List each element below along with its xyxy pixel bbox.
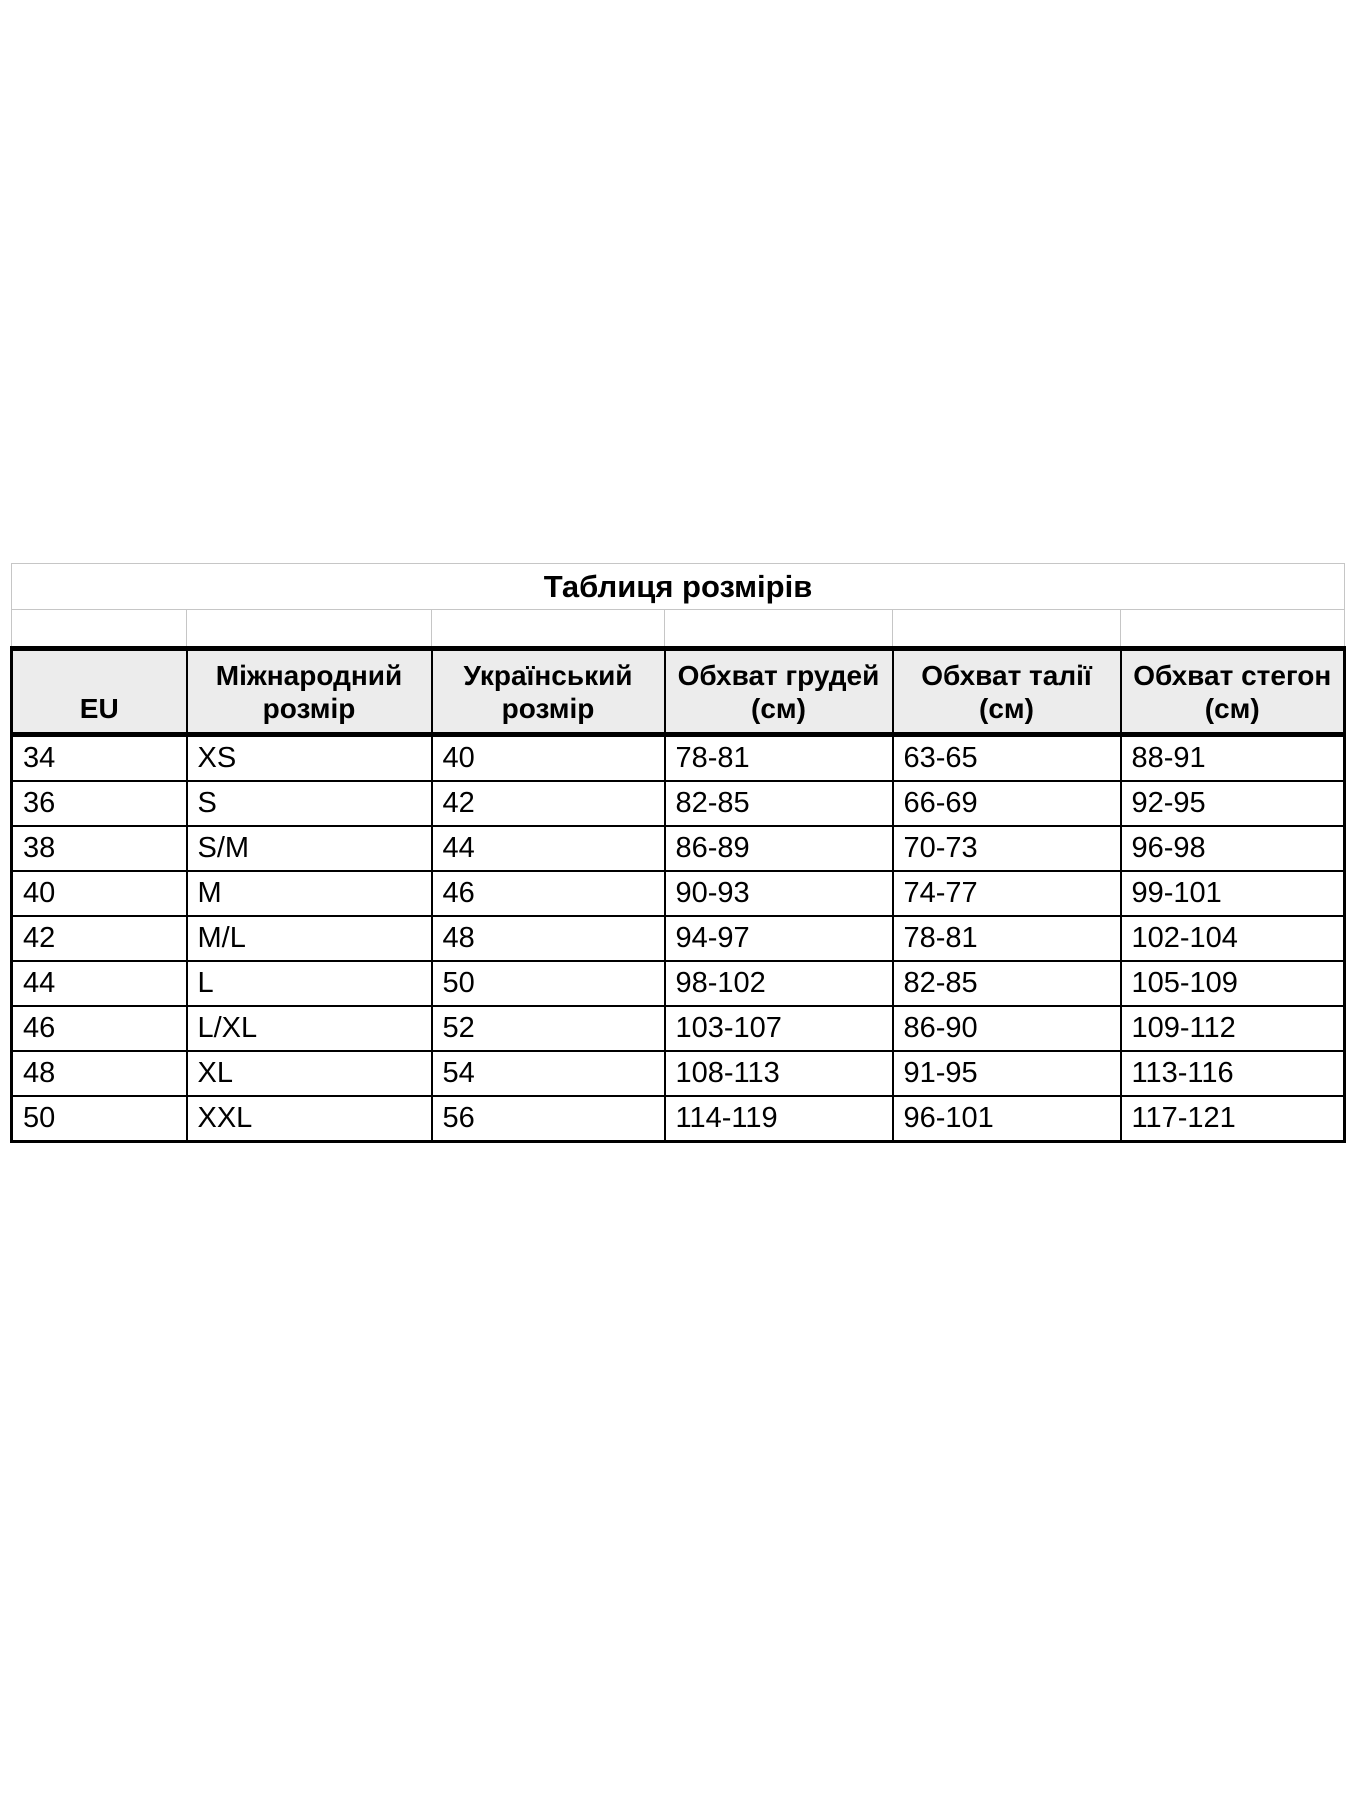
table-cell: 92-95	[1121, 781, 1345, 826]
spacer-cell	[12, 610, 187, 649]
spacer-row	[12, 610, 1345, 649]
table-cell: 86-90	[893, 1006, 1121, 1051]
table-cell: 63-65	[893, 735, 1121, 782]
table-cell: 82-85	[893, 961, 1121, 1006]
table-cell: 70-73	[893, 826, 1121, 871]
title-row	[12, 564, 1345, 610]
table-cell: 66-69	[893, 781, 1121, 826]
table-cell: 74-77	[893, 871, 1121, 916]
table-cell: 99-101	[1121, 871, 1345, 916]
table-cell: XXL	[187, 1096, 432, 1142]
column-header-international-size: Міжнародний розмір	[187, 649, 432, 735]
table-cell: 42	[12, 916, 187, 961]
column-header-hips: Обхват стегон (см)	[1121, 649, 1345, 735]
table-cell: XL	[187, 1051, 432, 1096]
size-chart-table	[10, 563, 1346, 1143]
table-cell: L/XL	[187, 1006, 432, 1051]
table-cell: 48	[12, 1051, 187, 1096]
table-cell: 86-89	[665, 826, 893, 871]
table-cell: 90-93	[665, 871, 893, 916]
table-cell: 78-81	[665, 735, 893, 782]
table-cell: 109-112	[1121, 1006, 1345, 1051]
table-cell: 102-104	[1121, 916, 1345, 961]
table-cell: 78-81	[893, 916, 1121, 961]
table-row	[12, 871, 1345, 916]
table-cell: 46	[432, 871, 665, 916]
table-cell: 96-98	[1121, 826, 1345, 871]
table-cell: 50	[432, 961, 665, 1006]
table-cell: 40	[12, 871, 187, 916]
column-header-eu: EU	[12, 649, 187, 735]
table-row	[12, 826, 1345, 871]
table-cell: 94-97	[665, 916, 893, 961]
column-header-ukrainian-size: Український розмір	[432, 649, 665, 735]
table-cell: 108-113	[665, 1051, 893, 1096]
table-cell: 54	[432, 1051, 665, 1096]
spacer-cell	[665, 610, 893, 649]
table-title: Таблиця розмірів	[12, 564, 1345, 610]
table-cell: 56	[432, 1096, 665, 1142]
table-cell: 88-91	[1121, 735, 1345, 782]
table-row	[12, 1006, 1345, 1051]
table-row	[12, 961, 1345, 1006]
table-cell: 44	[12, 961, 187, 1006]
table-row	[12, 781, 1345, 826]
table-cell: 36	[12, 781, 187, 826]
header-row	[12, 649, 1345, 735]
table-cell: L	[187, 961, 432, 1006]
table-cell: M	[187, 871, 432, 916]
table-cell: 82-85	[665, 781, 893, 826]
table-cell: S/M	[187, 826, 432, 871]
table-cell: 114-119	[665, 1096, 893, 1142]
table-cell: 48	[432, 916, 665, 961]
table-cell: 34	[12, 735, 187, 782]
table-row	[12, 916, 1345, 961]
column-header-waist: Обхват талії (см)	[893, 649, 1121, 735]
table-cell: 103-107	[665, 1006, 893, 1051]
table-row	[12, 1096, 1345, 1142]
table-cell: 52	[432, 1006, 665, 1051]
table-cell: 38	[12, 826, 187, 871]
spacer-cell	[1121, 610, 1345, 649]
table-cell: M/L	[187, 916, 432, 961]
spacer-cell	[432, 610, 665, 649]
spacer-cell	[893, 610, 1121, 649]
table-cell: 98-102	[665, 961, 893, 1006]
table-cell: 44	[432, 826, 665, 871]
table-row	[12, 1051, 1345, 1096]
table-cell: 117-121	[1121, 1096, 1345, 1142]
table-cell: 42	[432, 781, 665, 826]
table-cell: 91-95	[893, 1051, 1121, 1096]
table-cell: 105-109	[1121, 961, 1345, 1006]
table-cell: XS	[187, 735, 432, 782]
table-cell: 46	[12, 1006, 187, 1051]
table-cell: 40	[432, 735, 665, 782]
spacer-cell	[187, 610, 432, 649]
column-header-chest: Обхват грудей (см)	[665, 649, 893, 735]
table-row	[12, 735, 1345, 782]
table-cell: 96-101	[893, 1096, 1121, 1142]
table-cell: 113-116	[1121, 1051, 1345, 1096]
table-cell: S	[187, 781, 432, 826]
table-cell: 50	[12, 1096, 187, 1142]
